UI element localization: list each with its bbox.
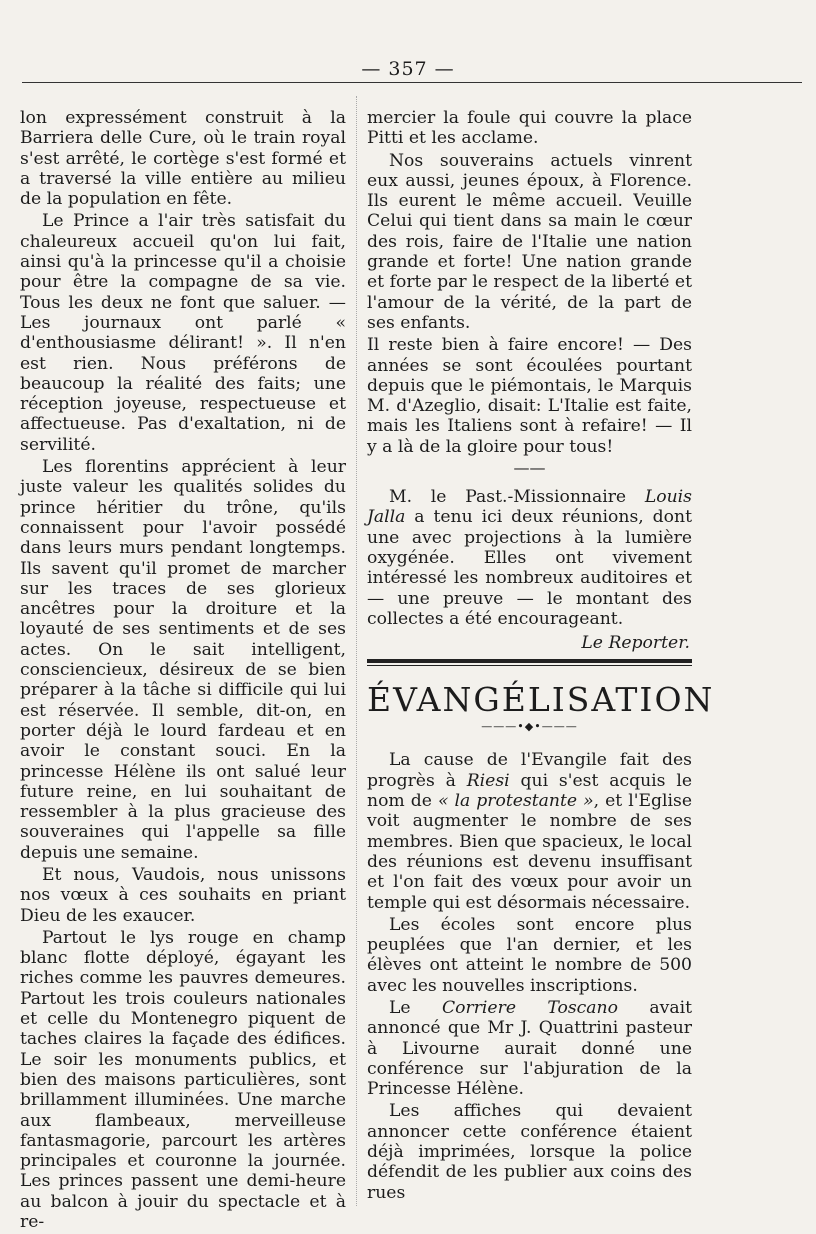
paragraph: Nos souverains actuels vinrent eux aussi, jeunes époux, à Florence. Ils eurent le même accueil. Veuille Celui qui tient dans sa main le cœur des rois, faire de l'Italie une nation grande et forte! Une nation grande et forte par le respect de la liberté et l'amour de la vérité, de la part de ses enfants. xyxy=(367,150,692,333)
paragraph: mercier la foule qui couvre la place Pitti et les acclame. xyxy=(367,108,692,149)
paragraph: Les écoles sont encore plus peuplées que l'an dernier, et les élèves ont atteint le nombre de 500 avec les nouvelles inscriptions. xyxy=(367,914,692,996)
column-divider xyxy=(356,96,357,1206)
section-title: ÉVANGÉLISATION xyxy=(367,680,715,720)
paragraph: Les florentins apprécient à leur juste valeur les qualités solides du prince héritier du trône, qu'ils connaissent pour l'avoir possédé dans leurs murs pendant longtemps. Ils savent qu'il promet de marcher sur les traces de ses glorieux ancêtres pour la droiture et la loyauté de ses sentiments et de ses actes. On le sait intelligent, consciencieux, désireux de se bien préparer à la tâche si difficile qui lui est réservée. Il semble, dit-on, en porter déjà le lourd fardeau et en avoir le constant souci. En la princesse Hélène ils ont salué leur future reine, en lui souhaitant de ressembler à la plus gracieuse des souveraines qui l'appelle sa fille depuis une semaine. xyxy=(20,457,346,863)
paragraph-riesi: La cause de l'Evangile fait des progrès à Riesi qui s'est acquis le nom de « la protestante », et l'Eglise voit augmenter le nombre de ses membres. Bien que spacieux, le local des réunions est devenu insuffisant et l'on fait des vœux pour avoir un temple qui est désormais nécessaire. xyxy=(367,750,692,913)
paragraph-jalla: M. le Past.-Missionnaire Louis Jalla a tenu ici deux réunions, dont une avec projections à la lumière oxygénée. Elles ont vivement intéressé les nombreux auditoires et — une preuve — le montant des collectes a été encourageant. xyxy=(367,487,692,629)
paragraph: Il reste bien à faire encore! — Des années se sont écoulées pourtant depuis que le piémontais, le Marquis M. d'Azeglio, disait: L'Italie est faite, mais les Italiens sont à refaire! — Il y a là de la gloire pour tous! xyxy=(367,335,692,457)
left-column xyxy=(20,108,346,1234)
paragraph: lon expressément construit à la Barriera delle Cure, où le train royal s'est arrêté, le cortège s'est formé et a traversé la ville entière au milieu de la population en fête. xyxy=(20,108,346,210)
paragraph: Le Prince a l'air très satisfait du chaleureux accueil qu'on lui fait, ainsi qu'à la princesse qu'il a choisie pour être la compagne de sa vie. Tous les deux ne font que saluer. — Les journaux ont parlé « d'enthousiasme délirant! ». Il n'en est rien. Nous préférons de beaucoup la réalité des faits; une réception joyeuse, respectueuse et affectueuse. Pas d'exaltation, ni de servilité. xyxy=(20,211,346,455)
right-column xyxy=(367,108,715,1205)
paragraph: Partout le lys rouge en champ blanc flotte déployé, égayant les riches comme les pauvres demeures. Partout les trois couleurs nationales et celle du Montenegro piquent de taches claires la façade des édifices. Le soir les monuments publics, et bien des maisons particulières, sont brillamment illuminées. Une marche aux flambeaux, merveilleuse fantasmagorie, parcourt les artères principales et couronne la journée. Les princes passent une demi-heure au balcon à jouir du spectacle et à re- xyxy=(20,927,346,1233)
header-rule xyxy=(22,82,802,83)
page-number: — 357 — xyxy=(361,58,455,80)
signature: Le Reporter. xyxy=(581,633,690,654)
ornament: ———•◆•——— xyxy=(481,720,578,734)
section-rule xyxy=(367,659,692,666)
separator: —— xyxy=(513,458,546,478)
paragraph: Les affiches qui devaient annoncer cette conférence étaient déjà imprimées, lorsque la police défendit de les publier aux coins des rues xyxy=(367,1101,692,1203)
paragraph-corriere: Le Corriere Toscano avait annoncé que Mr J. Quattrini pasteur à Livourne aurait donné une conférence sur l'abjuration de la Princesse Hélène. xyxy=(367,997,692,1100)
paragraph: Et nous, Vaudois, nous unissons nos vœux à ces souhaits en priant Dieu de les exaucer. xyxy=(20,864,346,926)
name-italic: Louis Jalla xyxy=(367,487,692,528)
